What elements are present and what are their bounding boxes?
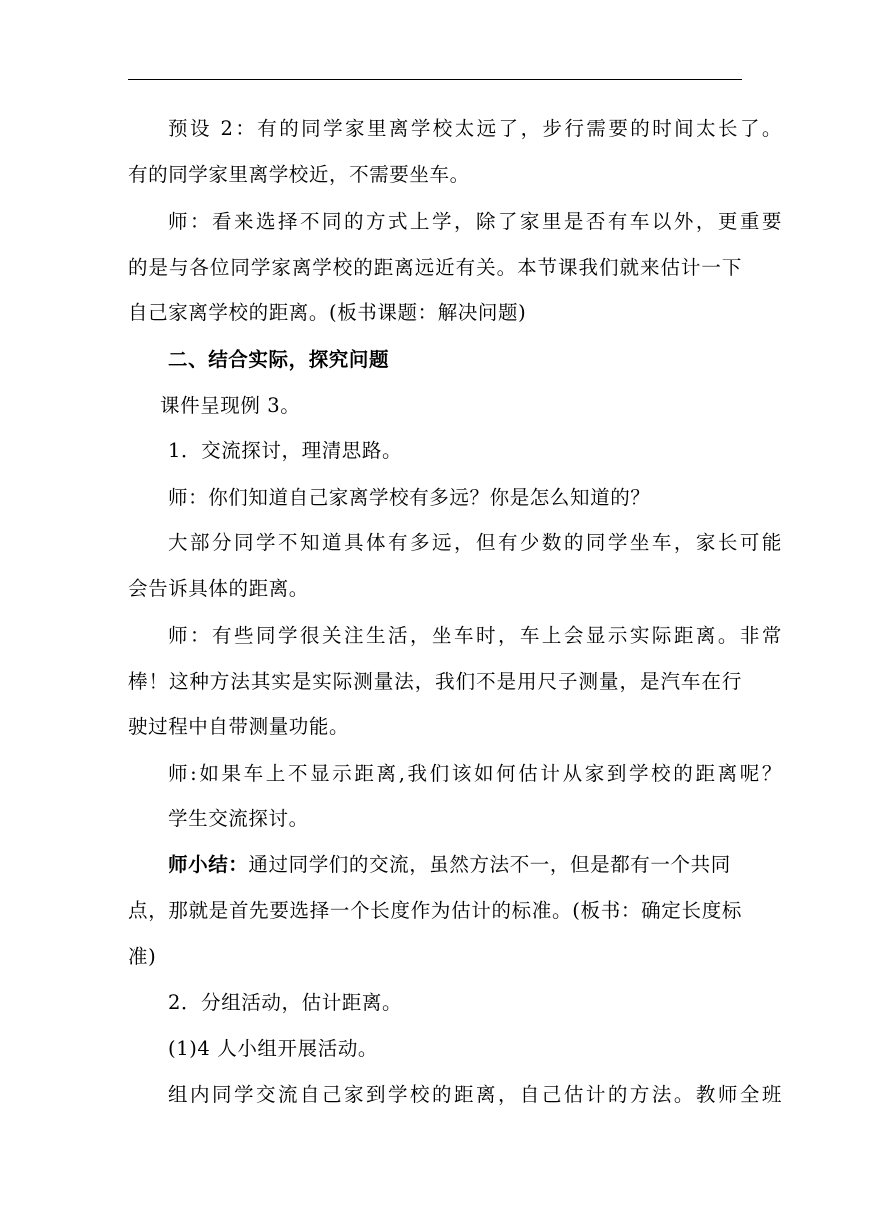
summary-line <box>128 853 782 877</box>
paragraph-line: 师：看来选择不同的方式上学，除了家里是否有车以外，更重要 <box>168 210 782 233</box>
summary-text: 通过同学们的交流，虽然方法不一，但是都有一个共同 <box>248 853 731 876</box>
subsection-heading: 2．分组活动，估计距离。 <box>168 991 403 1014</box>
paragraph-line: 师:如果车上不显示距离,我们该如何估计从家到学校的距离呢？ <box>168 762 782 785</box>
header-rule <box>128 79 742 80</box>
paragraph-line: 的是与各位同学家离学校的距离远近有关。本节课我们就来估计一下 <box>128 256 742 279</box>
paragraph-line: 会告诉具体的距离。 <box>128 577 309 600</box>
paragraph-line: 点，那就是首先要选择一个长度作为估计的标准。(板书：确定长度标 <box>128 899 742 922</box>
paragraph-line: 有的同学家里离学校近，不需要坐车。 <box>128 163 470 186</box>
paragraph-line: 大部分同学不知道具体有多远，但有少数的同学坐车，家长可能 <box>168 531 782 554</box>
paragraph-line: 学生交流探讨。 <box>168 807 309 830</box>
paragraph-line: (1)4 人小组开展活动。 <box>168 1037 379 1060</box>
paragraph-line: 驶过程中自带测量功能。 <box>128 715 350 738</box>
section-heading: 二、结合实际，探究问题 <box>168 348 390 371</box>
paragraph-line: 预设 2：有的同学家里离学校太远了，步行需要的时间太长了。 <box>168 117 782 140</box>
paragraph-line: 准) <box>128 945 157 968</box>
subsection-heading: 1．交流探讨，理清思路。 <box>168 439 403 462</box>
paragraph-line: 师：有些同学很关注生活，坐车时，车上会显示实际距离。非常 <box>168 624 782 647</box>
paragraph-line: 棒！这种方法其实是实际测量法，我们不是用尺子测量，是汽车在行 <box>128 670 742 693</box>
paragraph-line: 组内同学交流自己家到学校的距离，自己估计的方法。教师全班 <box>168 1083 782 1106</box>
paragraph-line: 师：你们知道自己家离学校有多远？你是怎么知道的？ <box>168 486 651 509</box>
paragraph-line: 自己家离学校的距离。(板书课题：解决问题) <box>128 301 527 324</box>
summary-label: 师小结： <box>168 853 249 876</box>
paragraph-line: 课件呈现例 3。 <box>160 394 301 417</box>
